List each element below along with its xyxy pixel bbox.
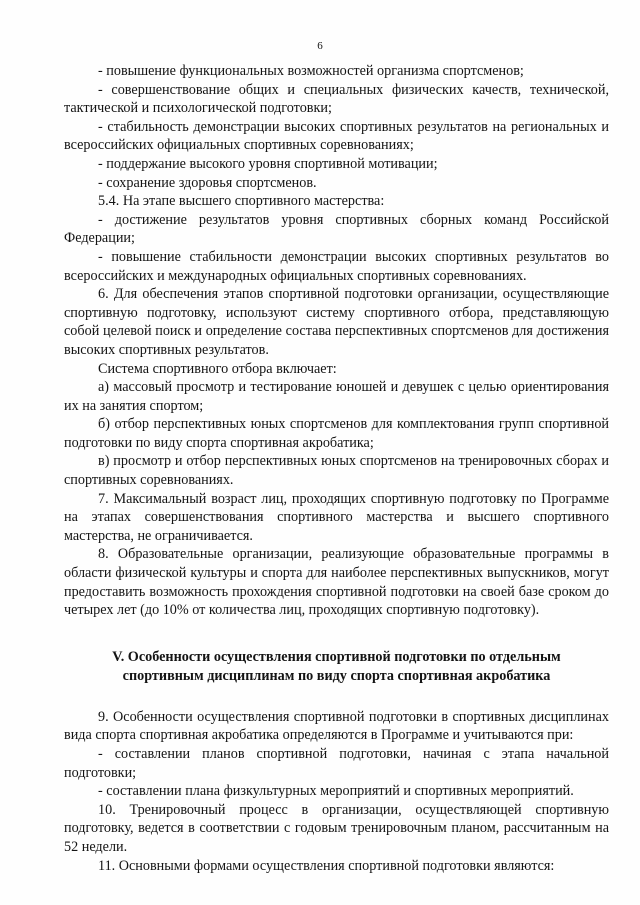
paragraph: 9. Особенности осуществления спортивной подготовки в спортивных дисциплинах вида спорта спортивная акробатика определяются в Программе и учитываются при: — [64, 708, 609, 744]
page-number: 6 — [317, 40, 323, 52]
paragraph: 5.4. На этапе высшего спортивного мастерства: — [98, 193, 385, 210]
paragraph: - совершенствование общих и специальных физических качеств, технической, тактической и психологической подготовки; — [64, 81, 609, 117]
paragraph: а) массовый просмотр и тестирование юношей и девушек с целью ориентирования их на занятия спортом; — [64, 379, 609, 414]
paragraph: 7. Максимальный возраст лиц, проходящих спортивную подготовку по Программе на этапах совершенствования спортивного мастерства и высшего спортивного мастерства, не ограничивается. — [64, 490, 609, 544]
paragraph: б) отбор перспективных юных спортсменов для комплектования групп спортивной подготовки по виду спорта спортивная акробатика; — [64, 416, 609, 451]
paragraph: 8. Образовательные организации, реализующие образовательные программы в области физической культуры и спорта для наиболее перспективных выпускников, могут предоставить возможность прохождения спортивной подготовки на своей базе сроком до четырех лет (до 10% от количества лиц, проходящих спортивную подготовку). — [64, 546, 609, 619]
paragraph: - повышение функциональных возможностей организма спортсменов; — [98, 63, 524, 79]
section-heading — [64, 648, 609, 686]
paragraph: 10. Тренировочный процесс в организации, осуществляющей спортивную подготовку, ведется в соответствии с годовым тренировочным планом, рассчитанным на 52 недели. — [64, 801, 609, 855]
paragraph: 6. Для обеспечения этапов спортивной подготовки организации, осуществляющие спортивную подготовку, используют систему спортивного отбора, представляющую собой целевой поиск и определение состава перспективных спортсменов для достижения высоких спортивных результатов. — [64, 286, 609, 358]
paragraph: - составлении планов спортивной подготовки, начиная с этапа начальной подготовки; — [64, 746, 609, 781]
paragraph: - стабильность демонстрации высоких спортивных результатов на региональных и всероссийских официальных спортивных соревнованиях; — [64, 118, 609, 154]
paragraph: - повышение стабильности демонстрации высоких спортивных результатов во всероссийских и международных официальных спортивных соревнованиях. — [64, 248, 609, 284]
document-body — [64, 62, 609, 875]
paragraph: - достижение результатов уровня спортивных сборных команд Российской Федерации; — [64, 211, 609, 247]
paragraph: Система спортивного отбора включает: — [98, 360, 337, 377]
paragraph: 11. Основными формами осуществления спортивной подготовки являются: — [98, 857, 555, 874]
section-heading-line: спортивным дисциплинам по виду спорта спортивная акробатика — [122, 667, 551, 684]
paragraph: в) просмотр и отбор перспективных юных спортсменов на тренировочных сборах и спортивных соревнованиях. — [64, 453, 609, 489]
section-heading-line: V. Особенности осуществления спортивной подготовки по отдельным — [112, 648, 561, 665]
paragraph: - поддержание высокого уровня спортивной мотивации; — [98, 155, 438, 172]
paragraph: - составлении плана физкультурных мероприятий и спортивных мероприятий. — [98, 783, 574, 800]
paragraph: - сохранение здоровья спортсменов. — [98, 174, 317, 191]
